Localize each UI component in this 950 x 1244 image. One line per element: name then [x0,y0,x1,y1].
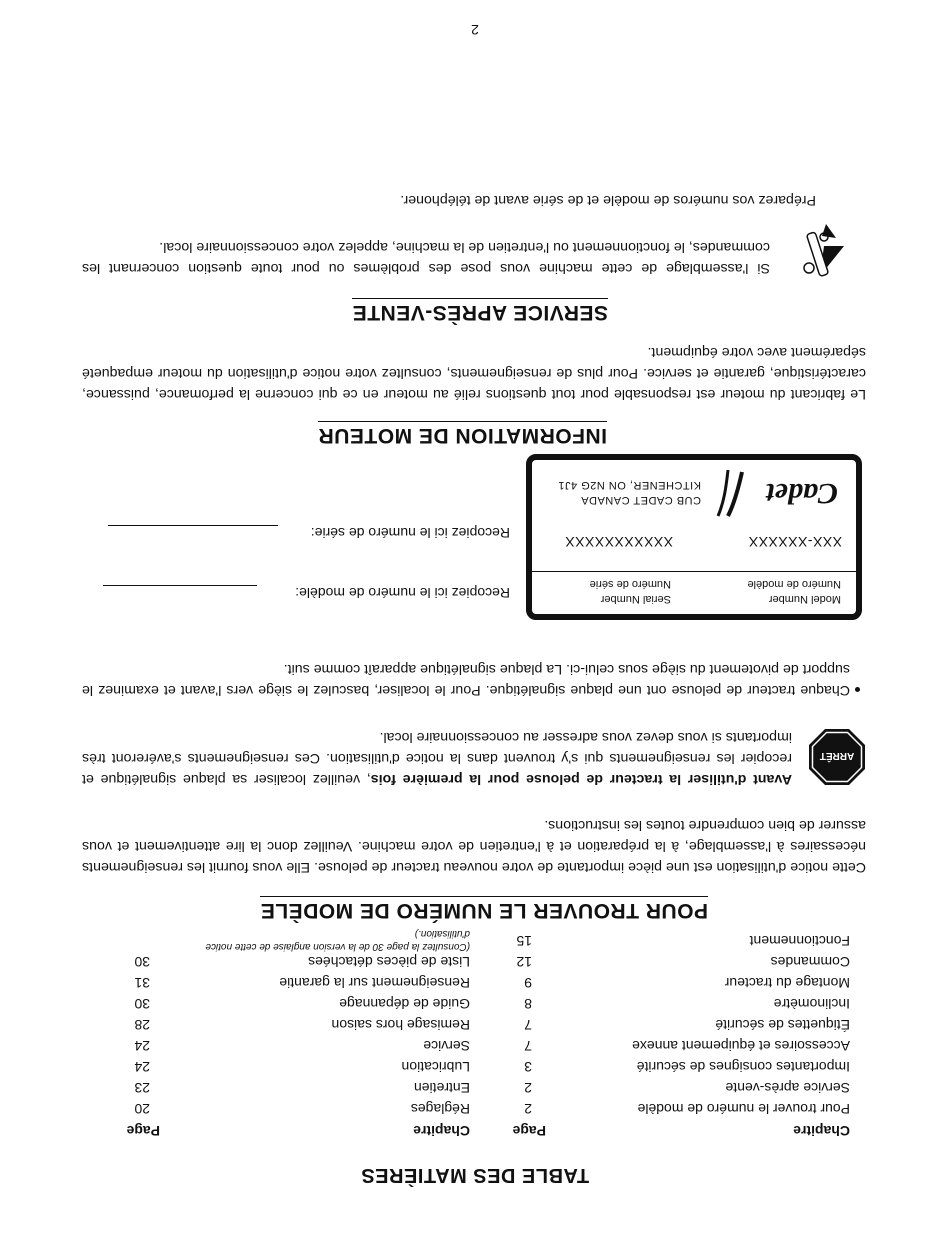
plate-brand-logo [706,468,846,518]
plate-serial-label-fr: Numéro de série [589,578,671,590]
toc-chapter: Étiquettes de sécurité [715,1017,850,1033]
plate-serial-label-en: Serial Number [600,593,671,605]
toc-note: (Consultez la page 30 de la version anglaise de cette notice d'utilisation.) [205,928,470,952]
warning-rest: , veuillez localiser sa plaque signalétique et recopier les renseignements qui s'y trouvent dans la notice d'utilisation. Ces renseignements s'avéreront très importants si vous devez vous adresser au concessionnaire local. [82,729,792,787]
copy-model-line[interactable] [103,585,257,586]
plate-model-label-fr: Numéro de modèle [747,578,841,590]
bullet-dot [855,687,860,692]
plate-divider [532,571,856,572]
toc-chapter: Importantes consignes de sécurité [636,1059,850,1075]
toc-page: 30 [134,954,150,970]
toc-chapter: Renseignement sur la garantie [279,975,470,991]
toc-entry[interactable] [308,954,470,970]
stop-sign-label: ARRÊT [819,750,855,761]
engine-text: Le fabricant du moteur est responsable pour tout questions relié au moteur en ce qui concerne la perfomance, puissance, caractéristique, garantie et service. Pour plus de renseignements, consultez votre notice d'utilisation du moteur empaqueté séparément avec votre équipment. [82,344,866,402]
warning-text [82,726,792,789]
toc-header-page: Page [512,1123,546,1139]
toc-chapter: Fonctionnement [749,933,850,949]
model-section-heading: POUR TROUVER LE NUMÉRO DE MODÈLE [260,896,708,922]
toc-entry[interactable] [279,975,470,991]
toc-page: 9 [524,975,532,991]
toc-page: 12 [516,954,532,970]
toc-page: 7 [524,1038,532,1054]
copy-serial-line[interactable] [108,525,278,526]
model-plate [526,454,862,620]
toc-page: 3 [524,1059,532,1075]
toc-chapter: Inclinomètre [773,996,850,1012]
engine-section-heading: INFORMATION DE MOTEUR [318,421,607,447]
toc-chapter: Lubrication [401,1059,470,1075]
toc-chapter: Pour trouver le numéro de modèle [637,1101,850,1117]
bullet-text: Chaque tracteur de pelouse ont une plaque signalétique. Pour le localiser, basculez le siège vers l'avant et examinez le support de pivotement du siège sous celui-ci. La plaque signalétique apparaît comme suit. [82,661,850,698]
toc-page: 24 [134,1038,150,1054]
toc-page: 30 [134,996,150,1012]
service-prepare-text: Préparez vos numéros de modèle et de série avant de téléphoner. [400,192,816,208]
plate-brand-text: Cadet [766,477,838,510]
toc-page: 31 [134,975,150,991]
toc-chapter: Guide de dépannage [339,996,470,1012]
toc-page: 7 [524,1017,532,1033]
toc-page: 15 [516,933,532,949]
toc-page: 8 [524,996,532,1012]
plate-company-line2: KITCHENER, ON N2G 4J1 [557,479,701,491]
page-number: 2 [471,22,479,38]
toc-page: 2 [524,1080,532,1096]
service-wrench-icon [790,222,850,282]
toc-page: 28 [134,1017,150,1033]
service-text: Si l'assemblage de cette machine vous pose des problèmes ou pour toute question concernant les commandes, le fonctionnement ou l'entretien de la machine, appelez votre concessionnaire local. [82,239,770,276]
toc-page: 23 [134,1080,150,1096]
toc-title: TABLE DES MATIÈRES [360,1164,590,1186]
toc-entry[interactable] [411,1101,470,1117]
service-section-heading: SERVICE APRÈS-VENTE [352,298,608,324]
toc-chapter: Service [423,1038,470,1054]
toc-page: 24 [134,1059,150,1075]
toc-entry[interactable] [771,954,850,970]
toc-chapter: Liste de pièces détachées [308,954,470,970]
toc-page: 2 [524,1101,532,1117]
plate-model-value: XXX-XXXXXX [748,534,842,550]
copy-serial-label: Recopiez ici le numéro de série: [310,525,510,541]
plate-company-line1: CUB CADET CANADA [580,494,701,506]
plate-model-label-en: Model Number [768,593,841,605]
toc-chapter: Entretien [413,1080,470,1096]
toc-entry[interactable] [423,1038,470,1054]
copy-model-label: Recopiez ici le numéro de modèle: [295,585,510,601]
toc-header-page-right: Page [126,1123,160,1139]
toc-entry[interactable] [725,1080,850,1096]
model-intro-text: Cette notice d'utilisation est une pièce importante de votre nouveau tracteur de pelouse. Elle vous fournit les renseignements nécessaires à l'assemblage, à la préparation et à l'entretien de votre machine. Veuillez donc la lire attentivement et vous assurer de bien comprendre toutes les instructions. [82,817,866,875]
toc-chapter: Montage du tracteur [724,975,850,991]
toc-entry[interactable] [715,1017,850,1033]
toc-chapter: Commandes [770,954,850,970]
warning-bold: Avant d'utiliser la tracteur de pelouse pour la première fois [370,771,792,787]
toc-entry[interactable] [750,933,850,949]
toc-header-chapter-right: Chapitre [413,1123,470,1139]
toc-entry[interactable] [331,1017,470,1033]
toc-entry[interactable] [637,1059,850,1075]
toc-entry[interactable] [638,1101,850,1117]
toc-chapter: Réglages [410,1101,470,1117]
toc-entry[interactable] [725,975,850,991]
toc-entry[interactable] [632,1038,850,1054]
toc-entry[interactable] [402,1059,471,1075]
toc-header-chapter: Chapitre [793,1123,850,1139]
toc-chapter: Accessoires et équipement annexe [632,1038,850,1054]
stop-sign-icon [808,728,866,786]
toc-entry[interactable] [414,1080,470,1096]
toc-page: 20 [134,1101,150,1117]
toc-entry[interactable] [339,996,470,1012]
toc-chapter: Service après-vente [725,1080,850,1096]
toc-chapter: Remisage hors saison [331,1017,470,1033]
plate-serial-value: XXXXXXXXXXX [564,534,673,550]
toc-entry[interactable] [774,996,850,1012]
